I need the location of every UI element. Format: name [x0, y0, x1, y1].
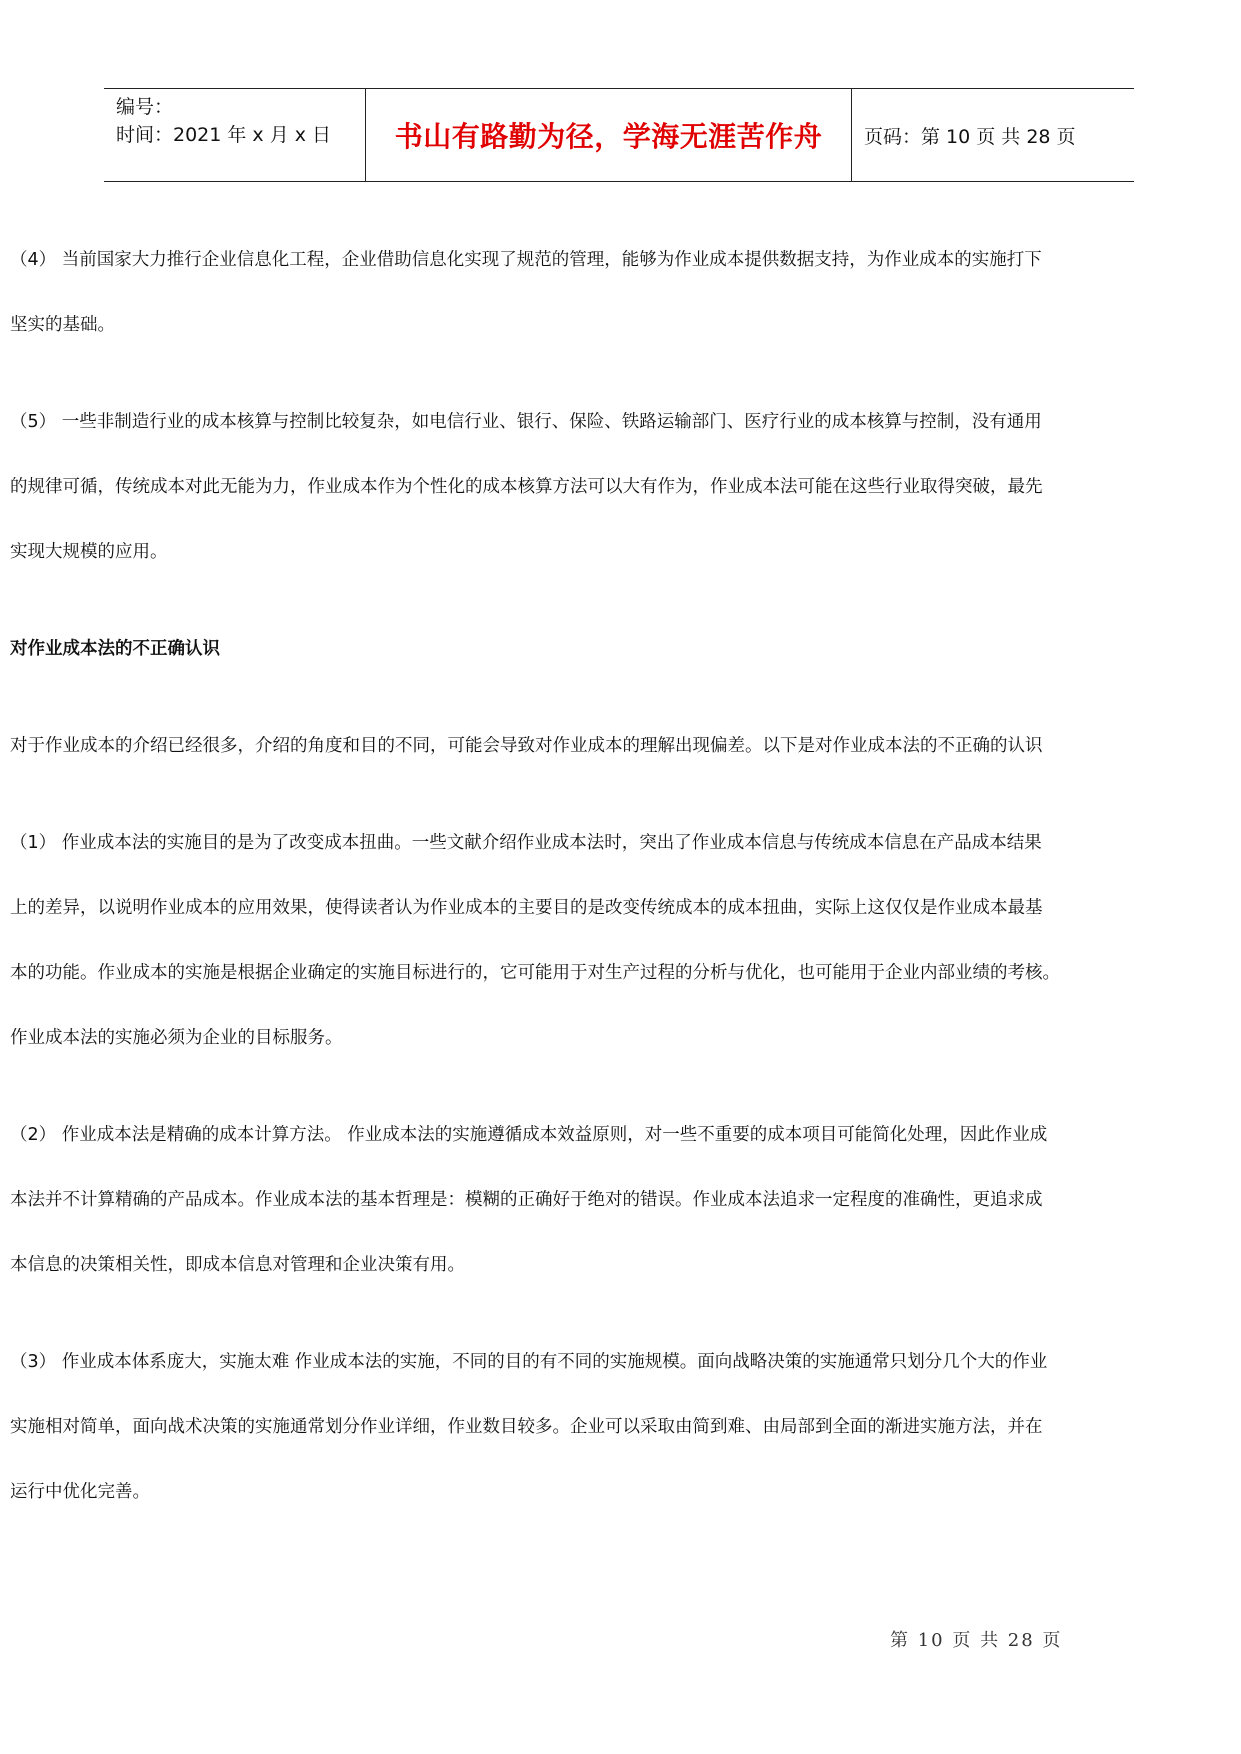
item-1-line-2: 上的差异，以说明作业成本的应用效果，使得读者认为作业成本的主要目的是改变传统成本的成本扭曲，实际上这仅仅是作业成本最基: [10, 898, 1043, 918]
item-2-line-2: 本法并不计算精确的产品成本。作业成本法的基本哲理是：模糊的正确好于绝对的错误。作业成本法追求一定程度的准确性，更追求成: [10, 1190, 1043, 1210]
item-3-line-3: 运行中优化完善。: [10, 1482, 150, 1502]
paragraph-5-line-1: （5） 一些非制造行业的成本核算与控制比较复杂，如电信行业、银行、保险、铁路运输部门、医疗行业的成本核算与控制，没有通用: [10, 412, 1042, 432]
document-header: [104, 88, 1134, 182]
document-body: [10, 228, 1238, 1525]
header-page-info: 页码：第 10 页 共 28 页: [864, 125, 1076, 148]
header-meta-cell: [104, 89, 366, 181]
paragraph-4-line-2: 坚实的基础。: [10, 315, 115, 335]
section-heading: 对作业成本法的不正确认识: [10, 639, 220, 659]
paragraph-5-line-2: 的规律可循，传统成本对此无能为力，作业成本作为个性化的成本核算方法可以大有作为，作业成本法可能在这些行业取得突破，最先: [10, 477, 1043, 497]
item-2-line-1: （2） 作业成本法是精确的成本计算方法。 作业成本法的实施遵循成本效益原则，对一些不重要的成本项目可能简化处理，因此作业成: [10, 1125, 1048, 1145]
document-number-label: 编号：: [116, 96, 174, 118]
header-motto: 书山有路勤为径，学海无涯苦作舟: [366, 89, 852, 181]
item-1-line-4: 作业成本法的实施必须为企业的目标服务。: [10, 1028, 343, 1048]
document-time-label: 时间：2021 年 x 月 x 日: [116, 124, 332, 146]
item-3-line-2: 实施相对简单，面向战术决策的实施通常划分作业详细，作业数目较多。企业可以采取由简到难、由局部到全面的渐进实施方法，并在: [10, 1417, 1043, 1437]
item-3-line-1: （3） 作业成本体系庞大，实施太难 作业成本法的实施，不同的目的有不同的实施规模。面向战略决策的实施通常只划分几个大的作业: [10, 1352, 1048, 1372]
paragraph-4-line-1: （4） 当前国家大力推行企业信息化工程，企业借助信息化实现了规范的管理，能够为作业成本提供数据支持，为作业成本的实施打下: [10, 250, 1042, 270]
item-1-line-3: 本的功能。作业成本的实施是根据企业确定的实施目标进行的，它可能用于对生产过程的分析与优化，也可能用于企业内部业绩的考核。: [10, 963, 1060, 983]
page-footer: 第 10 页 共 28 页: [890, 1630, 1063, 1651]
item-1-line-1: （1） 作业成本法的实施目的是为了改变成本扭曲。一些文献介绍作业成本法时，突出了作业成本信息与传统成本信息在产品成本结果: [10, 833, 1042, 853]
paragraph-5-line-3: 实现大规模的应用。: [10, 542, 168, 562]
item-2-line-3: 本信息的决策相关性，即成本信息对管理和企业决策有用。: [10, 1255, 465, 1275]
intro-paragraph: 对于作业成本的介绍已经很多，介绍的角度和目的不同，可能会导致对作业成本的理解出现偏差。以下是对作业成本法的不正确的认识: [10, 736, 1043, 756]
